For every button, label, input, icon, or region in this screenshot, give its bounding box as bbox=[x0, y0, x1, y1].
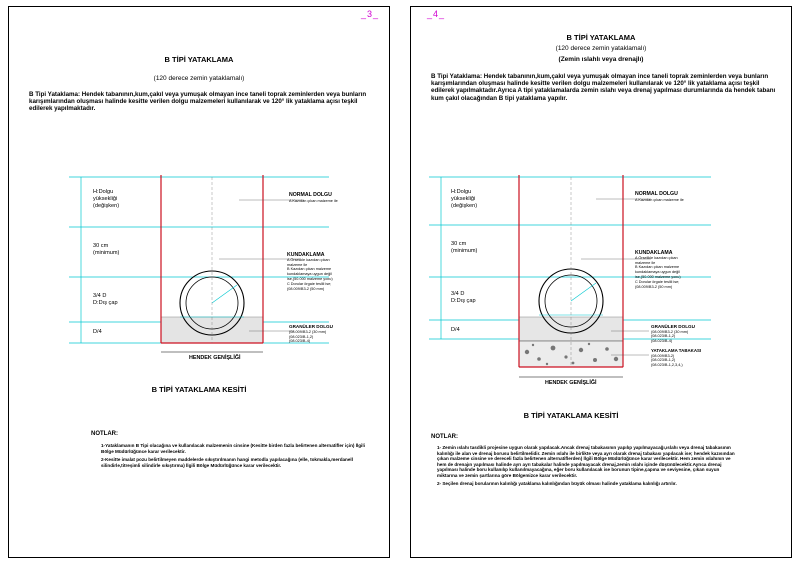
diameter-label: 3/4 D D:Dış çap bbox=[451, 291, 476, 304]
trench-section-drawing bbox=[9, 7, 389, 427]
trench-width-label: HENDEK GENİŞLİĞİ bbox=[545, 380, 597, 386]
page-title: B TİPİ YATAKLAMA bbox=[164, 55, 234, 64]
notes-title: NOTLAR: bbox=[91, 431, 118, 437]
section-title: B TİPİ YATAKLAMA KESİTİ bbox=[151, 385, 247, 394]
normal-fill-callout: NORMAL DOLGU A Kazıdan çıkan malzeme ile bbox=[289, 192, 338, 203]
diameter-label: 3/4 D D:Dış çap bbox=[93, 293, 118, 306]
drawing-sheet-right bbox=[410, 6, 792, 558]
notes-list bbox=[437, 445, 737, 486]
description-paragraph: B Tipi Yataklama: Hendek tabanının,kum,çakıl veya yumuşak olmayan ince taneli toprak zeminlerden veya bunların karışımlarından oluşması halinde kesitte verilen dolgu malzemeleri kullanılarak ve 120° lik yataklama açısı teşkil edilerek yapılmaktadır. bbox=[29, 91, 367, 113]
page-subtitle: (120 derece zemin yataklamalı) bbox=[153, 75, 245, 82]
quarter-diameter-label: D/4 bbox=[451, 327, 460, 333]
page-subtitle: (120 derece zemin yataklamalı) bbox=[555, 45, 647, 52]
bedding-layer-callout: YATAKLAMA TABAKASI (08.009/B3-2) (08.023/B-1,2) (08.023/B-1,2,3,4,) bbox=[651, 348, 702, 367]
note-item: 2- Seçilen drenaj borularının kalınlığı yataklama kalınlığından büyük olması halinde yataklama kalınlığı artırılır. bbox=[437, 480, 677, 486]
cushion-callout: KUNDAKLAMA A Örselikle kazıdan çıkan malzeme ile B Kazıdan çıkan malzeme kundaklamaya uygun değil ise,(50.000 malzeme yoxu) C Dorular örgaie teslili ise; (08.009/B3-2 (50 mm) bbox=[635, 250, 681, 289]
description-paragraph: B Tipi Yataklama: Hendek tabanının,kum,çakıl veya yumuşak olmayan ince taneli toprak zeminlerden veya bunların karışımlarından oluşması halinde kesitte verilen dolgu malzemeleri kullanılarak ve 120° lik yataklama açısı teşkil edilerek yapılmaktadır.Ayrıca A tipi yataklamalarda zemin ıslahı veya drenaj yapılması durumlarında da hendek tabanı kum çakıl olacağından B tipi yataklama yapılır. bbox=[431, 73, 776, 102]
fill-height-label: H:Dolgu yüksekliği (değişken) bbox=[93, 189, 120, 209]
page-title: B TİPİ YATAKLAMA bbox=[566, 33, 636, 42]
page-number: _4_ bbox=[427, 9, 446, 19]
notes-list bbox=[101, 443, 371, 468]
note-item: 1-Yataklamanın B Tipi olacağına ve kullanılacak malzemenin cinsine (Kesitte birden fazla belirtenen alternatifler için) İlgili Bölge Müdürlüğünce karar verilecektir. bbox=[101, 443, 365, 454]
note-item: 2-Kesitte imalat pozu belirtilmeyen maddelerde sıkıştırılmanın hangi metodla yapılacağına (elle, tokmakla,merdanell silindirle,titreşimli silindirle sıkıştırma) İlgili Bölge Müdürlüğünce karar verilecektir. bbox=[101, 457, 353, 468]
min-cover-label: 30 cm (minimum) bbox=[93, 243, 120, 256]
min-cover-label: 30 cm (minimum) bbox=[451, 241, 478, 254]
quarter-diameter-label: D/4 bbox=[93, 329, 102, 335]
note-item: 1- Zemin ıslahı tasdikli projesine uygun olarak yapılacak.Ancak drenaj tabakasının yapılıp yapılmayacağı,ıslahı veya drenaj tabakasının kalınlığı ile alan ve drenaj borusu belirtilmelidir. Zemin ıslahı ile birlikte veya ayrı olarak drenaj tabakası yapılacak ise; hendek kazısından çıkan malzeme cinsine ve dereceli fazla belirtenen alternatiflerden) İlgili Bölge Müdürlüğünce karar verilecektir. Hem zemin ıslahının ve hem de drenajın yapılması halinde ayrı ayrı tabakalar halinde yapılmayacak drenaj,zemin ıslahı içinde düşünülecektir.Ayrıca drenaj yapılması halinde boru kullanılıp kullanılmayacağına, eğer boru kullanılacak ise borunun tipine,çapına ve seviyesine, çıkan suyun miktarına ve zemin şartlarına göre Bölgemizce karar verilecektir. bbox=[437, 445, 735, 478]
granular-fill-callout: GRANÜLER DOLGU (08.009/B3-2 (30 mm) (08.023/B-1,2) (08.023/B-4) bbox=[289, 324, 333, 344]
drawing-sheet-left bbox=[8, 6, 390, 558]
granular-fill-callout: GRANÜLER DOLGU (08.009/B3-2 (30 mm) (08.023/B-1,2) (08.023/B-4) bbox=[651, 324, 695, 343]
cushion-callout: KUNDAKLAMA A Örselikle kazıdan çıkan malzeme ile B Kazıdan çıkan malzeme kundaklamaya uygun değil ise,(50.000 malzeme yoxu) C Dorular örgaie teslili ise; (08.009/B3-2 (50 mm) bbox=[287, 252, 333, 291]
fill-height-label: H:Dolgu yüksekliği (değişken) bbox=[451, 189, 478, 209]
normal-fill-callout: NORMAL DOLGU A Kazıdan çıkan malzeme ile bbox=[635, 191, 684, 202]
notes-title: NOTLAR: bbox=[431, 434, 458, 440]
page-number: _3_ bbox=[361, 9, 380, 19]
page-subtitle-2: (Zemin ıslahlı veya drenajlı) bbox=[558, 56, 644, 63]
section-title: B TİPİ YATAKLAMA KESİTİ bbox=[523, 411, 619, 420]
trench-width-label: HENDEK GENİŞLİĞİ bbox=[189, 355, 241, 361]
trench-section-drawing bbox=[411, 7, 791, 427]
